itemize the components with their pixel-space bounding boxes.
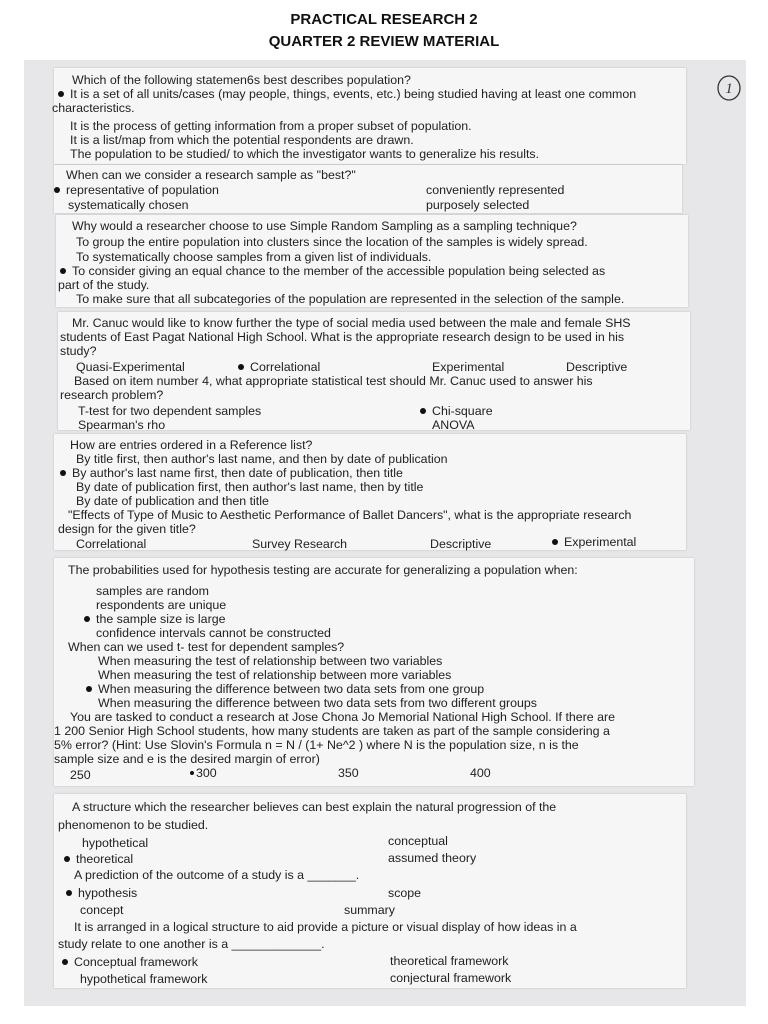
q10-option-a: 250 bbox=[70, 768, 91, 782]
q8-question: The probabilities used for hypothesis testing are accurate for generalizing a population when: bbox=[68, 563, 578, 577]
q11-question-line-1: A structure which the researcher believes can best explain the natural progression of the bbox=[72, 800, 557, 814]
q9-option-a: When measuring the test of relationship between two variables bbox=[98, 654, 443, 668]
q1-option-a: It is a set of all units/cases (may people, things, events, etc.) being studied having at least one common bbox=[58, 87, 636, 101]
answer-mark-icon bbox=[60, 470, 66, 476]
q6-question: How are entries ordered in a Reference list? bbox=[70, 438, 313, 452]
q3-option-b: To systematically choose samples from a given list of individuals. bbox=[76, 250, 432, 264]
q9-option-c: When measuring the difference between two data sets from one group bbox=[86, 682, 484, 696]
q7-question-line-1: "Effects of Type of Music to Aesthetic Performance of Ballet Dancers", what is the appropriate research bbox=[68, 508, 632, 522]
q7-option-c: Descriptive bbox=[430, 537, 492, 551]
q11-option-b: conceptual bbox=[388, 834, 448, 848]
q3-option-d: To make sure that all subcategories of the population are represented in the selection of the sample. bbox=[76, 292, 625, 306]
answer-mark-icon bbox=[54, 187, 60, 193]
q6-option-b: By author's last name first, then date of publication, then title bbox=[60, 466, 403, 480]
q8-option-b: respondents are unique bbox=[96, 598, 227, 612]
q13-option-a: Conceptual framework bbox=[62, 955, 198, 969]
q10-option-d: 400 bbox=[470, 766, 491, 780]
q2-option-b: conveniently represented bbox=[426, 183, 565, 197]
q12-option-a: hypothesis bbox=[66, 886, 137, 900]
page-number-text: 1 bbox=[725, 81, 733, 97]
q4-question-line-1: Mr. Canuc would like to know further the type of social media used between the male and female SHS bbox=[72, 316, 631, 330]
q5-question-line-1: Based on item number 4, what appropriate statistical test should Mr. Canuc used to answer his bbox=[74, 374, 593, 388]
q13-question-line-2: study relate to one another is a _____________. bbox=[58, 937, 325, 951]
q3-option-c: To consider giving an equal chance to the member of the accessible population being selected as bbox=[60, 264, 605, 278]
answer-mark-icon bbox=[84, 616, 90, 622]
q10-option-b: 300 bbox=[190, 766, 217, 780]
q12-option-c: concept bbox=[80, 903, 124, 917]
q10-question-line-1: You are tasked to conduct a research at Jose Chona Jo Memorial National High School. If there are bbox=[70, 710, 616, 724]
q7-option-a: Correlational bbox=[76, 537, 147, 551]
q2-option-a: representative of population bbox=[54, 183, 219, 197]
answer-mark-icon bbox=[64, 856, 70, 862]
q2-option-c: systematically chosen bbox=[68, 198, 189, 212]
q6-option-d: By date of publication and then title bbox=[76, 494, 269, 508]
q10-question-line-4: sample size and e is the desired margin of error) bbox=[54, 752, 320, 766]
answer-mark-icon bbox=[58, 91, 64, 97]
q13-question-line-1: It is arranged in a logical structure to aid provide a picture or visual display of how ideas in a bbox=[74, 920, 577, 934]
q7-option-b: Survey Research bbox=[252, 537, 348, 551]
answer-mark-icon bbox=[420, 408, 426, 414]
circled-page-number-mark bbox=[716, 74, 742, 102]
q9-question: When can we used t- test for dependent samples? bbox=[68, 640, 345, 654]
answer-mark-icon bbox=[60, 268, 66, 274]
answer-mark-icon bbox=[62, 959, 68, 965]
q5-question-line-2: research problem? bbox=[60, 388, 164, 402]
q8-option-d: confidence intervals cannot be constructed bbox=[96, 626, 331, 640]
q2-option-d: purposely selected bbox=[426, 198, 530, 212]
q4-option-c: Experimental bbox=[432, 360, 505, 374]
q4-option-a: Quasi-Experimental bbox=[76, 360, 185, 374]
q12-option-b: scope bbox=[388, 886, 422, 900]
q3-option-a: To group the entire population into clusters since the location of the samples is widely spread. bbox=[76, 235, 588, 249]
q2-question: When can we consider a research sample as "best?" bbox=[66, 168, 356, 182]
q5-option-b: Chi-square bbox=[420, 404, 493, 418]
q13-option-d: conjectural framework bbox=[390, 971, 512, 985]
q1-question: Which of the following statemen6s best describes population? bbox=[72, 73, 411, 87]
q11-option-d: assumed theory bbox=[388, 851, 477, 865]
q10-option-c: 350 bbox=[338, 766, 359, 780]
q10-question-line-3: 5% error? (Hint: Use Slovin's Formula n = N / (1+ Ne^2 ) where N is the population size, n is the bbox=[54, 738, 579, 752]
answer-mark-icon bbox=[552, 539, 558, 545]
q4-option-d: Descriptive bbox=[566, 360, 628, 374]
q1-option-a-cont: characteristics. bbox=[52, 101, 135, 115]
q1-option-c: It is a list/map from which the potential respondents are drawn. bbox=[70, 133, 414, 147]
document-subtitle: QUARTER 2 REVIEW MATERIAL bbox=[268, 33, 500, 50]
document-title: PRACTICAL RESEARCH 2 bbox=[290, 11, 478, 28]
q11-option-a: hypothetical bbox=[82, 836, 149, 850]
q6-option-a: By title first, then author's last name, and then by date of publication bbox=[76, 452, 448, 466]
q4-question-line-3: study? bbox=[60, 344, 97, 358]
q1-option-d: The population to be studied/ to which the investigator wants to generalize his results. bbox=[70, 147, 540, 161]
q8-option-c: the sample size is large bbox=[84, 612, 225, 626]
q9-option-b: When measuring the test of relationship between more variables bbox=[98, 668, 452, 682]
q7-option-d: Experimental bbox=[552, 535, 636, 549]
q7-question-line-2: design for the given title? bbox=[58, 522, 196, 536]
q11-question-line-2: phenomenon to be studied. bbox=[58, 818, 209, 832]
q9-option-d: When measuring the difference between two data sets from two different groups bbox=[98, 696, 537, 710]
answer-mark-icon bbox=[86, 686, 92, 692]
q6-option-c: By date of publication first, then author's last name, then by title bbox=[76, 480, 424, 494]
q13-option-c: hypothetical framework bbox=[80, 972, 208, 986]
q12-option-d: summary bbox=[344, 903, 395, 917]
q3-question: Why would a researcher choose to use Simple Random Sampling as a sampling technique? bbox=[72, 219, 577, 233]
answer-mark-icon bbox=[66, 890, 72, 896]
q13-option-b: theoretical framework bbox=[390, 954, 509, 968]
q5-option-d: ANOVA bbox=[432, 418, 475, 432]
answer-mark-icon bbox=[190, 771, 194, 775]
q4-question-line-2: students of East Pagat National High School. What is the appropriate research design to be used in his bbox=[60, 330, 625, 344]
q5-option-a: T-test for two dependent samples bbox=[78, 404, 262, 418]
q10-question-line-2: 1 200 Senior High School students, how many students are taken as part of the sample considering a bbox=[54, 724, 610, 738]
q12-question: A prediction of the outcome of a study is a _______. bbox=[74, 868, 360, 882]
q8-option-a: samples are random bbox=[96, 584, 209, 598]
q4-option-b: Correlational bbox=[238, 360, 320, 374]
q5-option-c: Spearman's rho bbox=[78, 418, 166, 432]
q11-option-c: theoretical bbox=[64, 852, 133, 866]
answer-mark-icon bbox=[238, 364, 244, 370]
q1-option-b: It is the process of getting information from a proper subset of population. bbox=[70, 119, 472, 133]
q3-option-c-cont: part of the study. bbox=[58, 278, 150, 292]
